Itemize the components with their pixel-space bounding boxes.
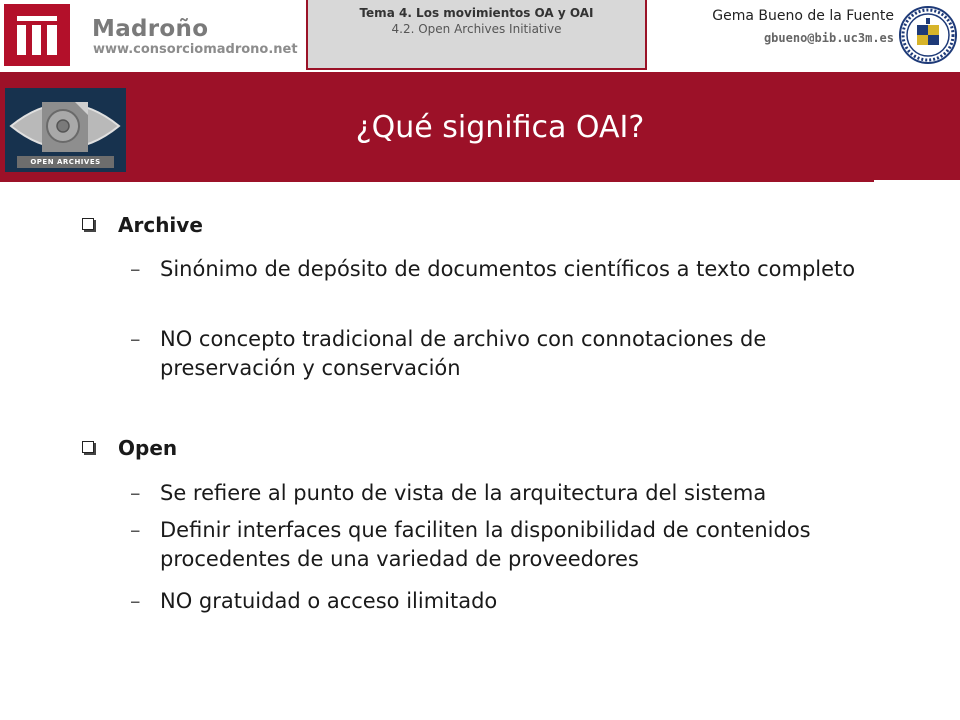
dash-bullet-icon: –: [130, 327, 141, 351]
list-item-text: Sinónimo de depósito de documentos científicos a texto completo: [160, 257, 856, 281]
square-bullet-icon: [82, 218, 94, 230]
topic-subtitle: 4.2. Open Archives Initiative: [391, 22, 562, 36]
madrono-url: www.consorciomadrono.net: [93, 42, 298, 57]
dash-bullet-icon: –: [130, 481, 141, 505]
list-item-text: Se refiere al punto de vista de la arquitectura del sistema: [160, 481, 767, 505]
section-heading-label: Open: [118, 436, 178, 460]
author-email: gbueno@bib.uc3m.es: [763, 31, 894, 45]
list-item-text: NO gratuidad o acceso ilimitado: [160, 589, 498, 613]
square-bullet-icon: [82, 441, 94, 453]
author-name: Gema Bueno de la Fuente: [712, 8, 894, 24]
section-heading-open: [82, 436, 177, 460]
list-item-text: NO concepto tradicional de archivo con connotaciones de preservación y conservación: [160, 327, 767, 380]
section-heading-label: Archive: [118, 213, 203, 237]
section-heading-archive: [82, 213, 203, 237]
topic-title: Tema 4. Los movimientos OA y OAI: [359, 6, 594, 20]
madrono-name: Madroño: [92, 16, 209, 42]
list-item-text: Definir interfaces que faciliten la disponibilidad de contenidos procedentes de una variedad de proveedores: [160, 518, 811, 571]
slide-title: ¿Qué significa OAI?: [355, 110, 645, 145]
dash-bullet-icon: –: [130, 589, 141, 613]
dash-bullet-icon: –: [130, 257, 141, 281]
dash-bullet-icon: –: [130, 518, 141, 542]
open-archives-label: OPEN ARCHIVES: [30, 158, 101, 166]
